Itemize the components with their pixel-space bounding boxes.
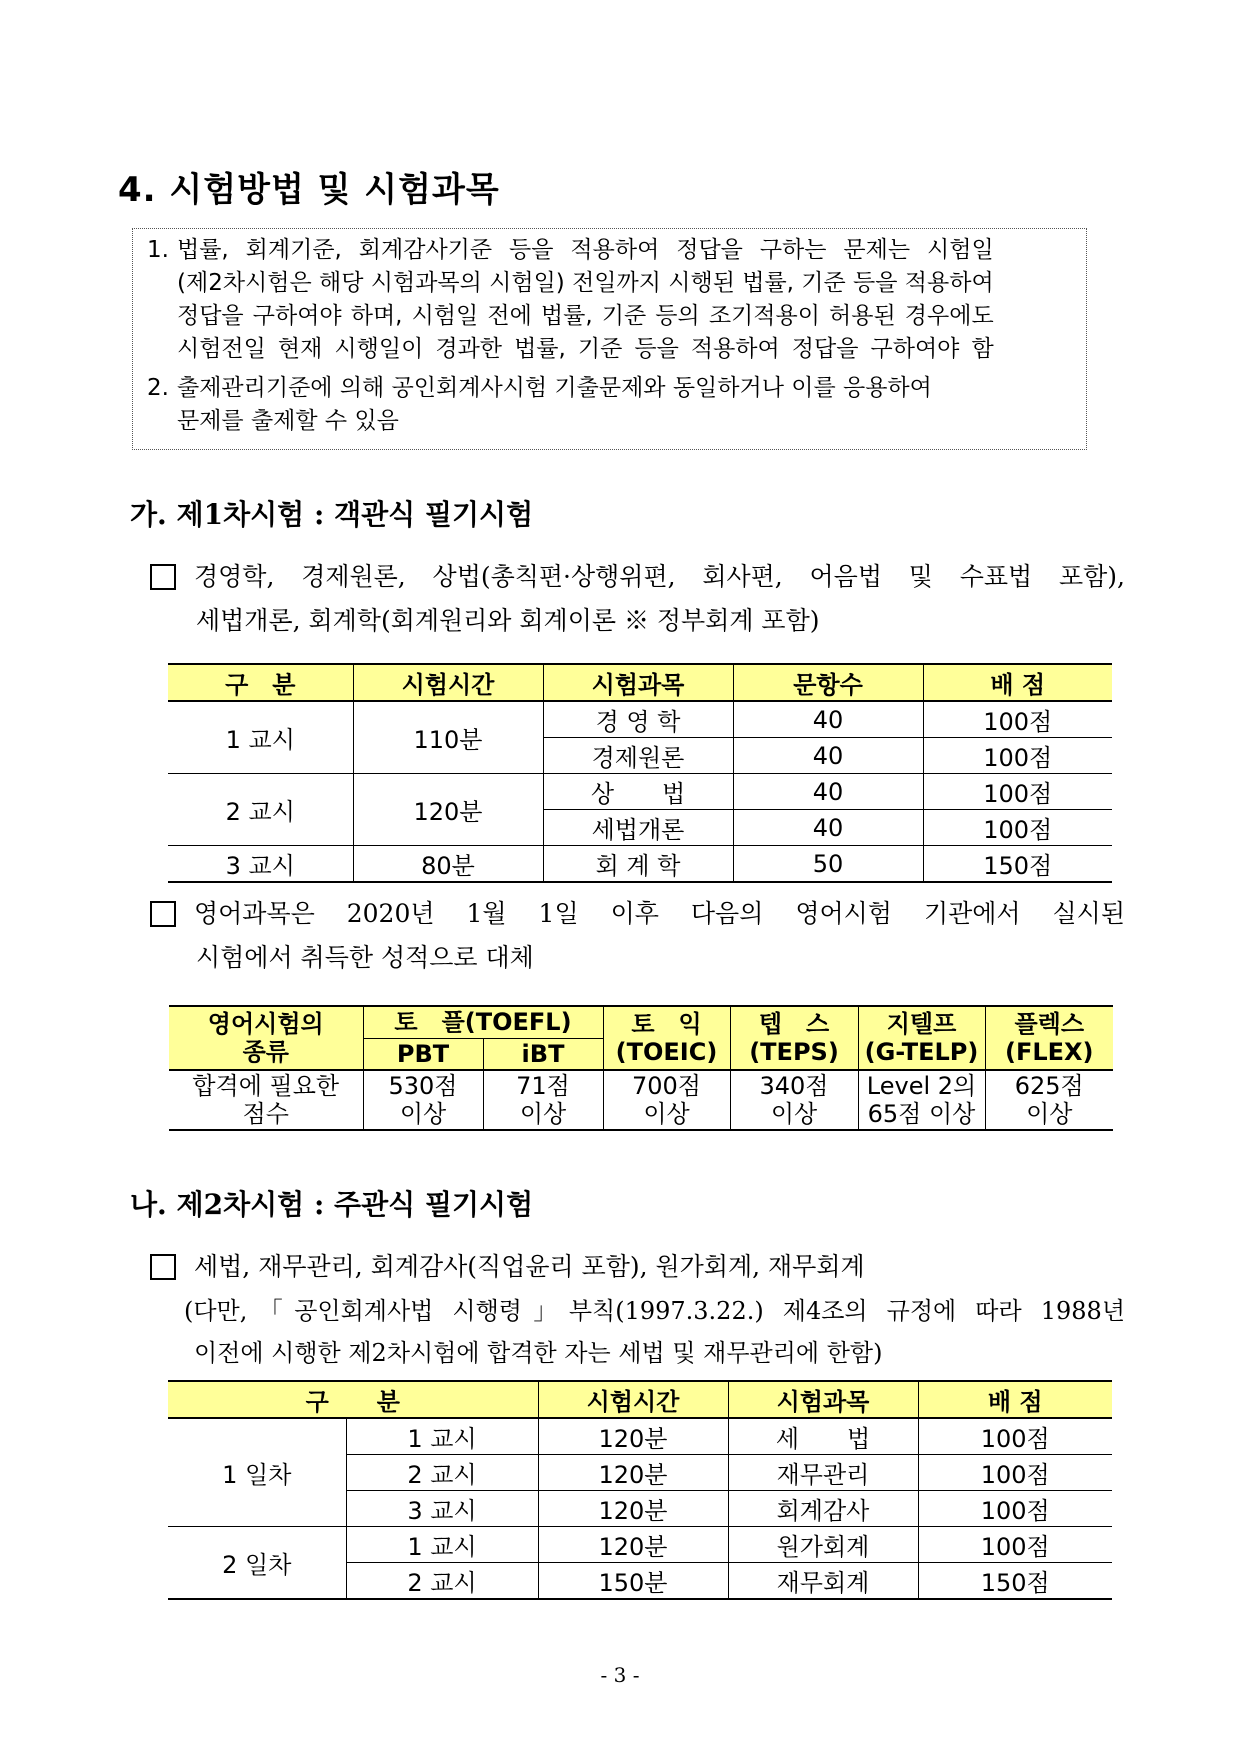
- score-line: 71점: [516, 1072, 570, 1100]
- score-cell: 100점: [918, 1455, 1112, 1491]
- header-test-kind-line: 종류: [242, 1038, 289, 1066]
- pbt-score-cell: [363, 1070, 483, 1130]
- header-question-count: 문항수: [733, 664, 923, 701]
- checkbox-icon: [150, 564, 176, 590]
- notice-item-2: [147, 372, 1074, 438]
- header-gtelp-line: (G-TELP): [864, 1038, 979, 1066]
- page-number: - 3 -: [600, 1663, 640, 1687]
- first-exam-subjects-line: 세법개론, 회계학(회계원리와 회계이론 ※ 정부회계 포함): [196, 606, 820, 635]
- second-exam-title: 나. 제2차시험 : 주관식 필기시험: [130, 1188, 534, 1221]
- subject-cell: 회 계 학: [543, 846, 733, 883]
- header-toeic: [603, 1006, 730, 1070]
- first-exam-table: [168, 663, 1112, 883]
- time-cell: 120분: [538, 1527, 728, 1563]
- period-cell: 1 교시: [346, 1418, 538, 1455]
- notice-line: (제2차시험은 해당 시험과목의 시험일) 전일까지 시행된 법률, 기준 등을 적용하여: [177, 270, 994, 296]
- subject-cell: 경제원론: [543, 738, 733, 774]
- time-cell: 150분: [538, 1563, 728, 1600]
- subject-cell: 상 법: [543, 774, 733, 810]
- header-toeic-line: 토 익: [631, 1010, 702, 1038]
- header-gtelp: [858, 1006, 985, 1070]
- notice-line: 시험전일 현재 시행일이 경과한 법률, 기준 등을 적용하여 정답을 구하여야 함: [177, 336, 994, 362]
- score-line: 이상: [770, 1100, 818, 1128]
- score-line: 700점: [632, 1072, 701, 1100]
- period-cell: 3 교시: [168, 846, 353, 883]
- period-cell: 2 교시: [346, 1455, 538, 1491]
- required-score-label-line: 합격에 필요한: [192, 1072, 340, 1100]
- teps-score-cell: [730, 1070, 858, 1130]
- header-category: 구 분: [168, 664, 353, 701]
- notice-item-1: [147, 234, 1074, 366]
- notice-line: 법률, 회계기준, 회계감사기준 등을 적용하여 정답을 구하는 문제는 시험일: [177, 237, 994, 263]
- header-category: 구 분: [168, 1381, 538, 1418]
- checkbox-icon: [150, 901, 176, 927]
- header-score: 배 점: [923, 664, 1112, 701]
- ibt-score-cell: [483, 1070, 603, 1130]
- second-exam-subjects-line: 세법, 재무관리, 회계감사(직업윤리 포함), 원가회계, 재무회계: [194, 1252, 865, 1281]
- header-test-kind: [169, 1006, 363, 1070]
- score-line: 이상: [643, 1100, 690, 1128]
- subject-cell: 세법개론: [543, 810, 733, 846]
- header-teps-line: 텝 스: [758, 1010, 830, 1038]
- header-flex: [985, 1006, 1113, 1070]
- header-ibt: iBT: [483, 1038, 603, 1070]
- header-toefl: 토 플(TOEFL): [363, 1006, 603, 1038]
- subject-cell: 재무회계: [728, 1563, 918, 1600]
- period-cell: 1 교시: [346, 1527, 538, 1563]
- table-row: [168, 846, 1112, 883]
- notice-box: [132, 228, 1087, 450]
- header-flex-line: (FLEX): [1004, 1038, 1094, 1066]
- header-teps: [730, 1006, 858, 1070]
- score-cell: 100점: [923, 738, 1112, 774]
- subject-cell: 세 법: [728, 1418, 918, 1455]
- table-row: [168, 1527, 1112, 1563]
- count-cell: 40: [733, 701, 923, 738]
- score-line: 65점 이상: [867, 1100, 976, 1128]
- first-exam-title: 가. 제1차시험 : 객관식 필기시험: [130, 498, 534, 531]
- table-row: [168, 1418, 1112, 1455]
- first-exam-subjects-line: 경영학, 경제원론, 상법(총칙편·상행위편, 회사편, 어음법 및 수표법 포함),: [194, 562, 1125, 591]
- english-test-table: [169, 1005, 1113, 1131]
- score-line: 이상: [399, 1100, 447, 1128]
- table-row: [169, 1070, 1113, 1130]
- time-cell: 110분: [353, 701, 543, 774]
- score-line: 530점: [388, 1072, 458, 1100]
- second-exam-note-line: 이전에 시행한 제2차시험에 합격한 자는 세법 및 재무관리에 한함): [194, 1339, 883, 1367]
- score-cell: 100점: [918, 1491, 1112, 1527]
- second-exam-note-line: (다만,「공인회계사법 시행령」부칙(1997.3.22.) 제4조의 규정에 따라 1988년: [184, 1297, 1125, 1325]
- notice-item-number: 1.: [147, 237, 169, 263]
- day-cell: 1 일차: [168, 1418, 346, 1527]
- count-cell: 40: [733, 738, 923, 774]
- header-subject: 시험과목: [543, 664, 733, 701]
- subject-cell: 원가회계: [728, 1527, 918, 1563]
- subject-cell: 재무관리: [728, 1455, 918, 1491]
- gtelp-score-cell: [858, 1070, 985, 1130]
- period-cell: 2 교시: [168, 774, 353, 846]
- period-cell: 1 교시: [168, 701, 353, 774]
- required-score-label: [169, 1070, 363, 1130]
- time-cell: 80분: [353, 846, 543, 883]
- period-cell: 2 교시: [346, 1563, 538, 1600]
- flex-score-cell: [985, 1070, 1113, 1130]
- english-substitution: [150, 892, 1125, 980]
- header-subject: 시험과목: [728, 1381, 918, 1418]
- score-cell: 100점: [918, 1418, 1112, 1455]
- header-score: 배 점: [918, 1381, 1112, 1418]
- score-cell: 100점: [923, 774, 1112, 810]
- day-cell: 2 일차: [168, 1527, 346, 1600]
- header-test-kind-line: 영어시험의: [207, 1010, 324, 1038]
- second-exam-subjects: [150, 1245, 1125, 1289]
- second-exam-table: [168, 1380, 1112, 1600]
- score-cell: 150점: [980, 1569, 1050, 1597]
- notice-line: 출제관리기준에 의해 공인회계사시험 기출문제와 동일하거나 이를 응용하여: [177, 375, 932, 401]
- score-cell: 150점: [983, 852, 1053, 880]
- header-exam-time: 시험시간: [353, 664, 543, 701]
- score-line: 340점: [759, 1072, 829, 1100]
- score-cell: 100점: [923, 701, 1112, 738]
- score-line: Level 2의: [866, 1072, 977, 1100]
- header-pbt: PBT: [363, 1038, 483, 1070]
- count-cell: 40: [733, 810, 923, 846]
- section-title: 4. 시험방법 및 시험과목: [118, 170, 500, 210]
- header-exam-time: 시험시간: [538, 1381, 728, 1418]
- time-cell: 120분: [538, 1491, 728, 1527]
- notice-line: 문제를 출제할 수 있음: [177, 408, 399, 434]
- table-row: [168, 701, 1112, 738]
- required-score-label-line: 점수: [242, 1100, 289, 1128]
- subject-cell: 경 영 학: [543, 701, 733, 738]
- score-cell: 100점: [923, 810, 1112, 846]
- header-teps-line: (TEPS): [749, 1038, 839, 1066]
- first-exam-subjects: [150, 555, 1125, 643]
- header-gtelp-line: 지텔프: [886, 1010, 957, 1038]
- subject-cell: 회계감사: [728, 1491, 918, 1527]
- english-line: 영어과목은 2020년 1월 1일 이후 다음의 영어시험 기관에서 실시된: [194, 899, 1125, 928]
- score-line: 이상: [1026, 1100, 1073, 1128]
- score-line: 625점: [1014, 1072, 1084, 1100]
- checkbox-icon: [150, 1254, 176, 1280]
- time-cell: 120분: [353, 774, 543, 846]
- notice-line: 정답을 구하여야 하며, 시험일 전에 법률, 기준 등의 조기적용이 허용된 경우에도: [177, 303, 994, 329]
- notice-item-number: 2.: [147, 375, 169, 401]
- table-row: [168, 774, 1112, 810]
- time-cell: 120분: [538, 1455, 728, 1491]
- header-flex-line: 플렉스: [1014, 1010, 1085, 1038]
- score-cell: 100점: [918, 1527, 1112, 1563]
- time-cell: 120분: [538, 1418, 728, 1455]
- period-cell: 3 교시: [346, 1491, 538, 1527]
- english-line: 시험에서 취득한 성적으로 대체: [196, 943, 534, 972]
- count-cell: 40: [733, 774, 923, 810]
- second-exam-note: [184, 1290, 1125, 1374]
- toeic-score-cell: [603, 1070, 730, 1130]
- score-line: 이상: [519, 1100, 567, 1128]
- header-toeic-line: (TOEIC): [615, 1038, 718, 1066]
- count-cell: 50: [733, 846, 923, 883]
